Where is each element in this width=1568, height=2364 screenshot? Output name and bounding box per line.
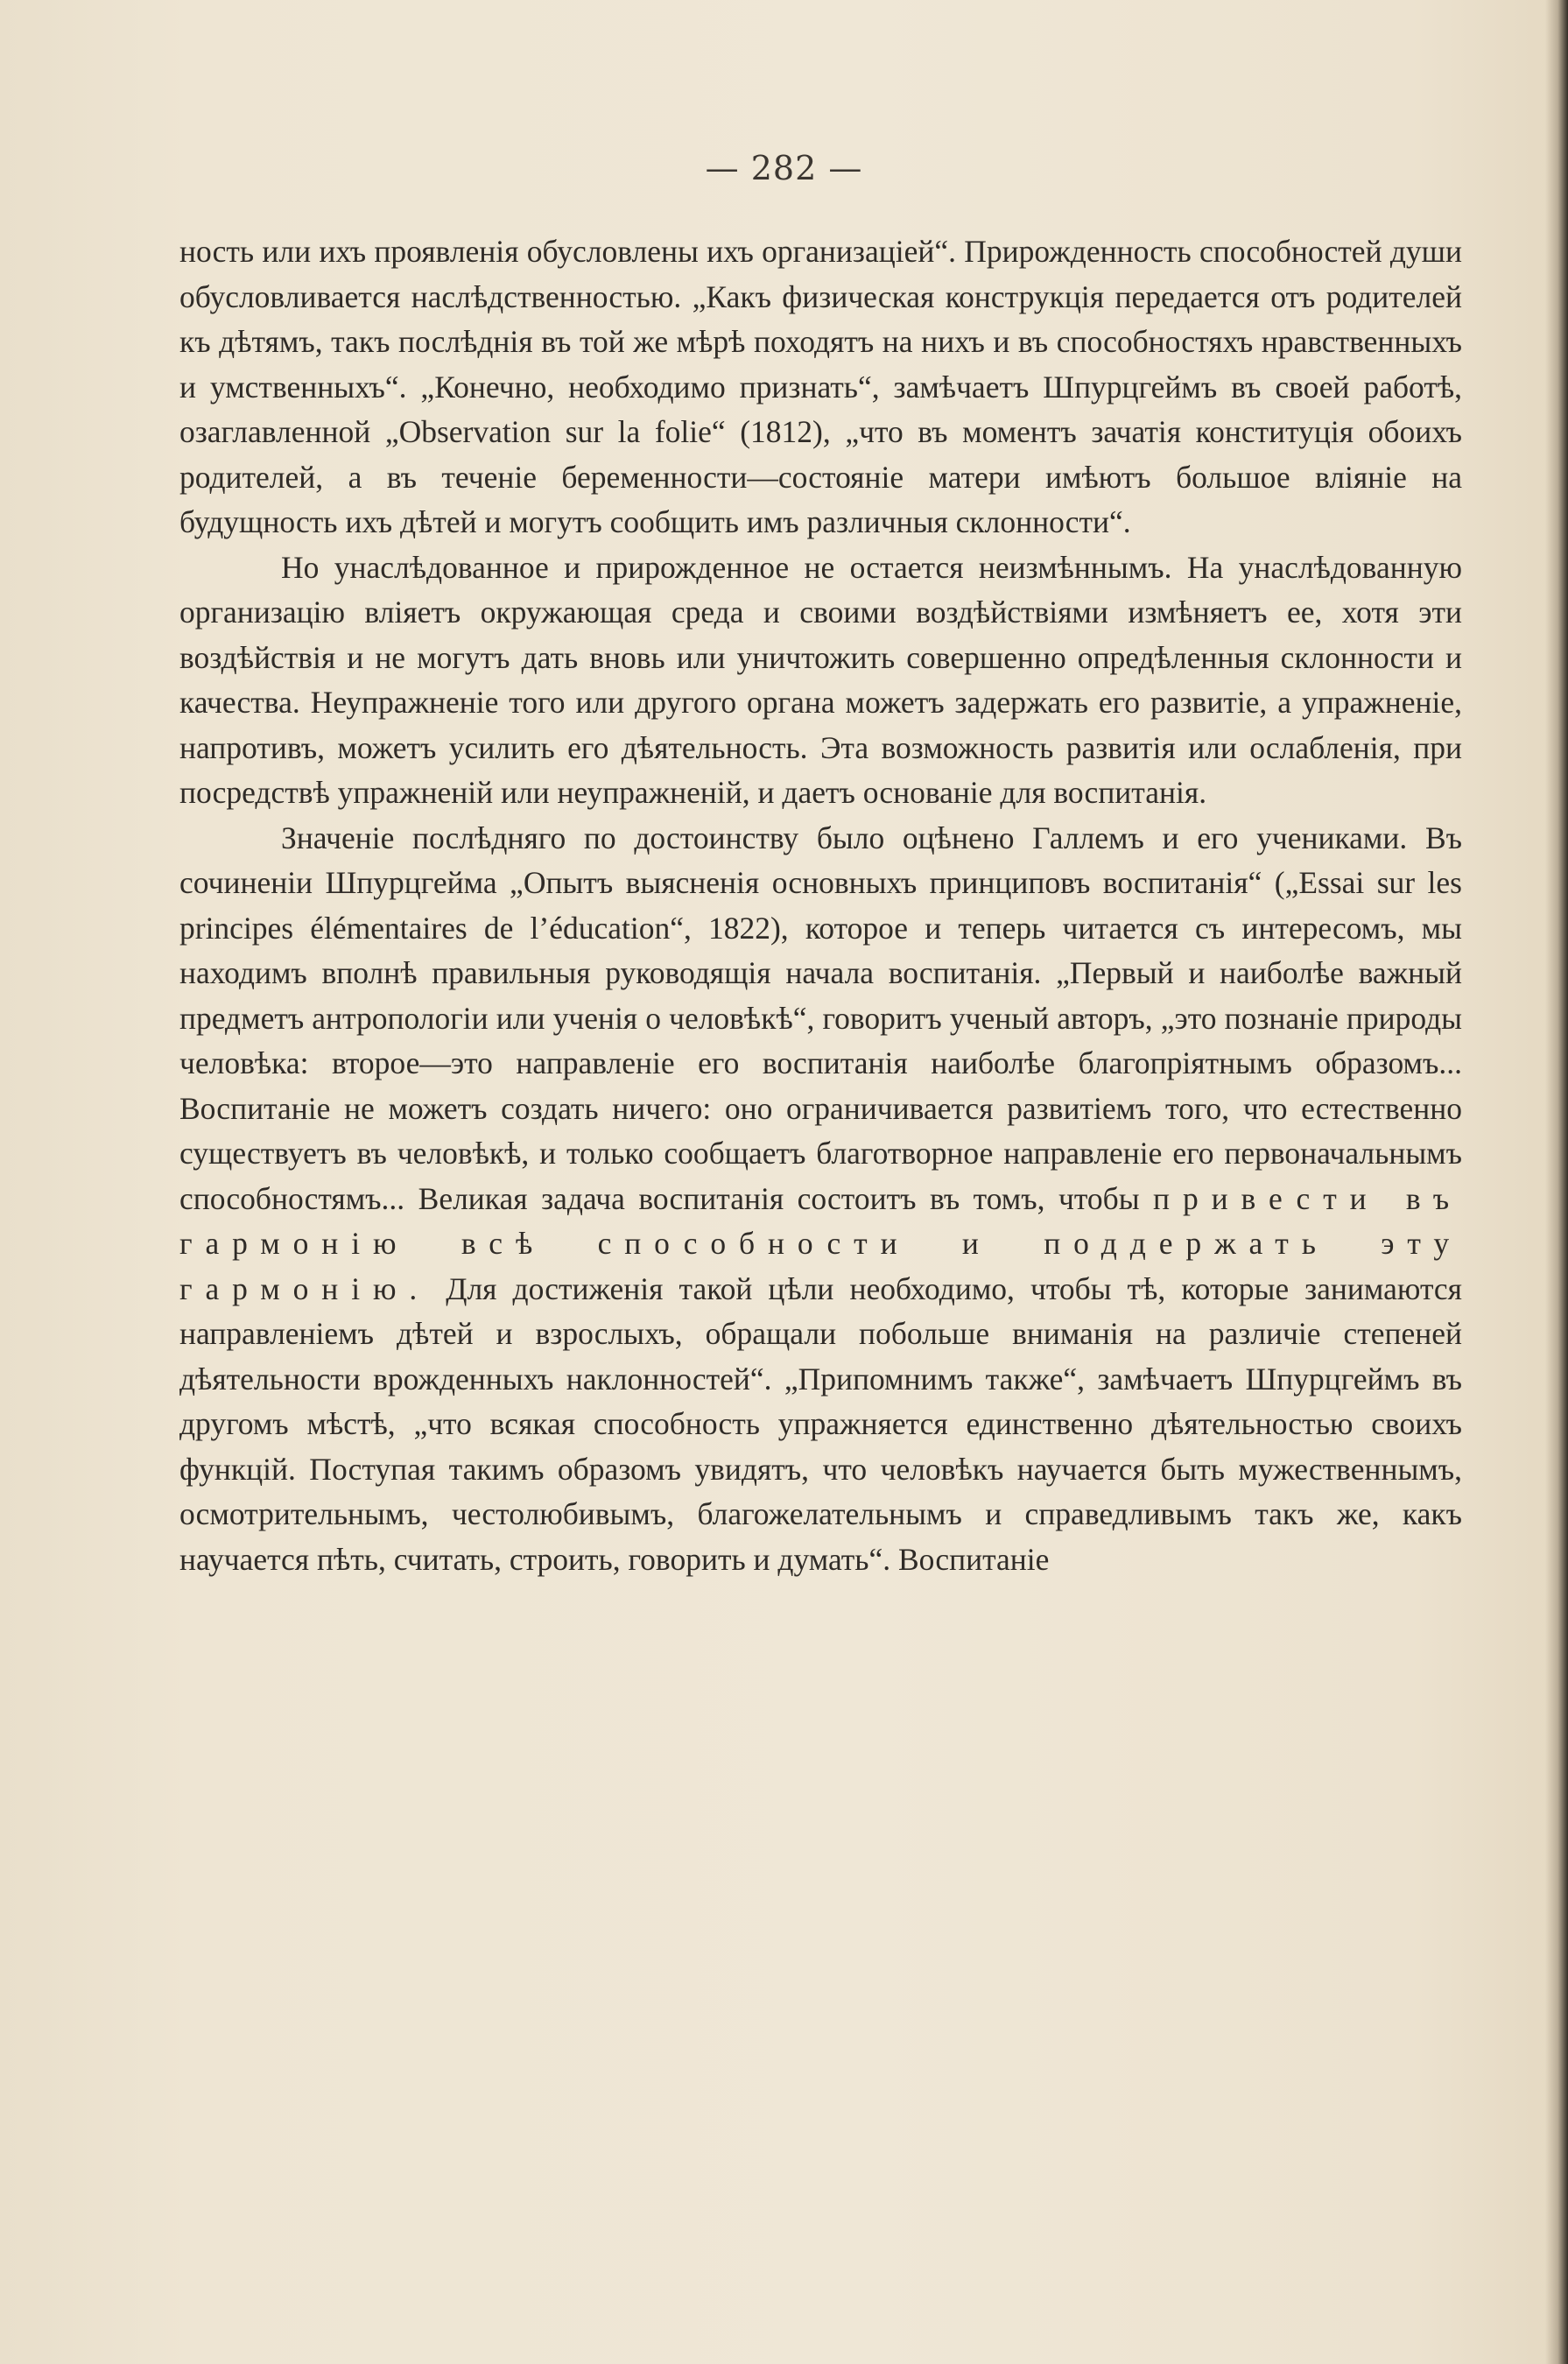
paragraph-1: ность или ихъ проявленія обусловлены ихъ организаціей“. Прирожденность способностей души обусловливается наслѣдственностью. „Какъ физическая конструкція передается отъ родителей къ дѣтямъ, такъ послѣднія въ той же мѣрѣ походятъ на нихъ и въ способностяхъ нравственныхъ и умственныхъ“. „Конечно, необходимо признать“, замѣчаетъ Шпурцгеймъ въ своей работѣ, озаглавленной „Observation sur la folie“ (1812), „что въ моментъ зачатія конституція обоихъ родителей, а въ теченіе беременности—состояніе матери имѣютъ большое вліяніе на будущность ихъ дѣтей и могутъ сообщить имъ различныя склонности“. xyxy=(179,234,1462,539)
page-number: — 282 — xyxy=(705,149,863,187)
paragraph-2: Но унаслѣдованное и прирожденное не остается неизмѣннымъ. На унаслѣдованную организацію вліяетъ окружающая среда и своими воздѣйствіями измѣняетъ ее, хотя эти воздѣйствія и не могутъ дать вновь или уничтожить совершенно опредѣленныя склонности и качества. Неупражненіе того или другого органа можетъ задержать его развитіе, а упражненіе, напротивъ, можетъ усилить его дѣятельность. Эта возможность развитія или ослабленія, при посредствѣ упражненій или неупражненій, и даетъ основаніе для воспитанія. xyxy=(179,549,1462,810)
paragraph-3 xyxy=(179,816,1462,1583)
page-edge-shadow xyxy=(1545,0,1568,2364)
paragraph-3-text-after: Для достиженія такой цѣли необходимо, чтобы тѣ, которые занимаются направленіемъ дѣтей и взрослыхъ, обращали побольше вниманія на различіе степеней дѣятельности врожденныхъ наклонностей“. „Припомнимъ также“, замѣчаетъ Шпурцгеймъ въ другомъ мѣстѣ, „что всякая способность упражняется единственно дѣятельностью своихъ функцій. Поступая такимъ образомъ увидятъ, что человѣкъ научается быть мужественнымъ, осмотрительнымъ, честолюбивымъ, благожелательнымъ и справедливымъ такъ же, какъ научается пѣть, считать, строить, говорить и думать“. Воспитаніе xyxy=(179,1270,1462,1577)
paragraph-3-emphasis: привести въ гармонію всѣ способности и поддержать эту гармонію. xyxy=(179,1180,1462,1306)
paragraph-3-text-before: Значеніе послѣдняго по достоинству было оцѣнено Галлемъ и его учениками. Въ сочиненіи Шпурцгейма „Опытъ выясненія основныхъ принциповъ воспитанія“ („Essai sur les principes élémentaires de l’éducation“, 1822), которое и теперь читается съ интересомъ, мы находимъ вполнѣ правильныя руководящія начала воспитанія. „Первый и наиболѣе важный предметъ антропологіи или ученія о человѣкѣ“, говоритъ ученый авторъ, „это познаніе природы человѣка: второе—это направленіе его воспитанія наиболѣе благопріятнымъ образомъ... Воспитаніе не можетъ создать ничего: оно ограничивается развитіемъ того, что естественно существуетъ въ человѣкѣ, и только сообщаетъ благотворное направленіе его первоначальнымъ способностямъ... Великая задача воспитанія состоитъ въ томъ, чтобы xyxy=(179,820,1462,1216)
body-text xyxy=(179,229,1462,1582)
